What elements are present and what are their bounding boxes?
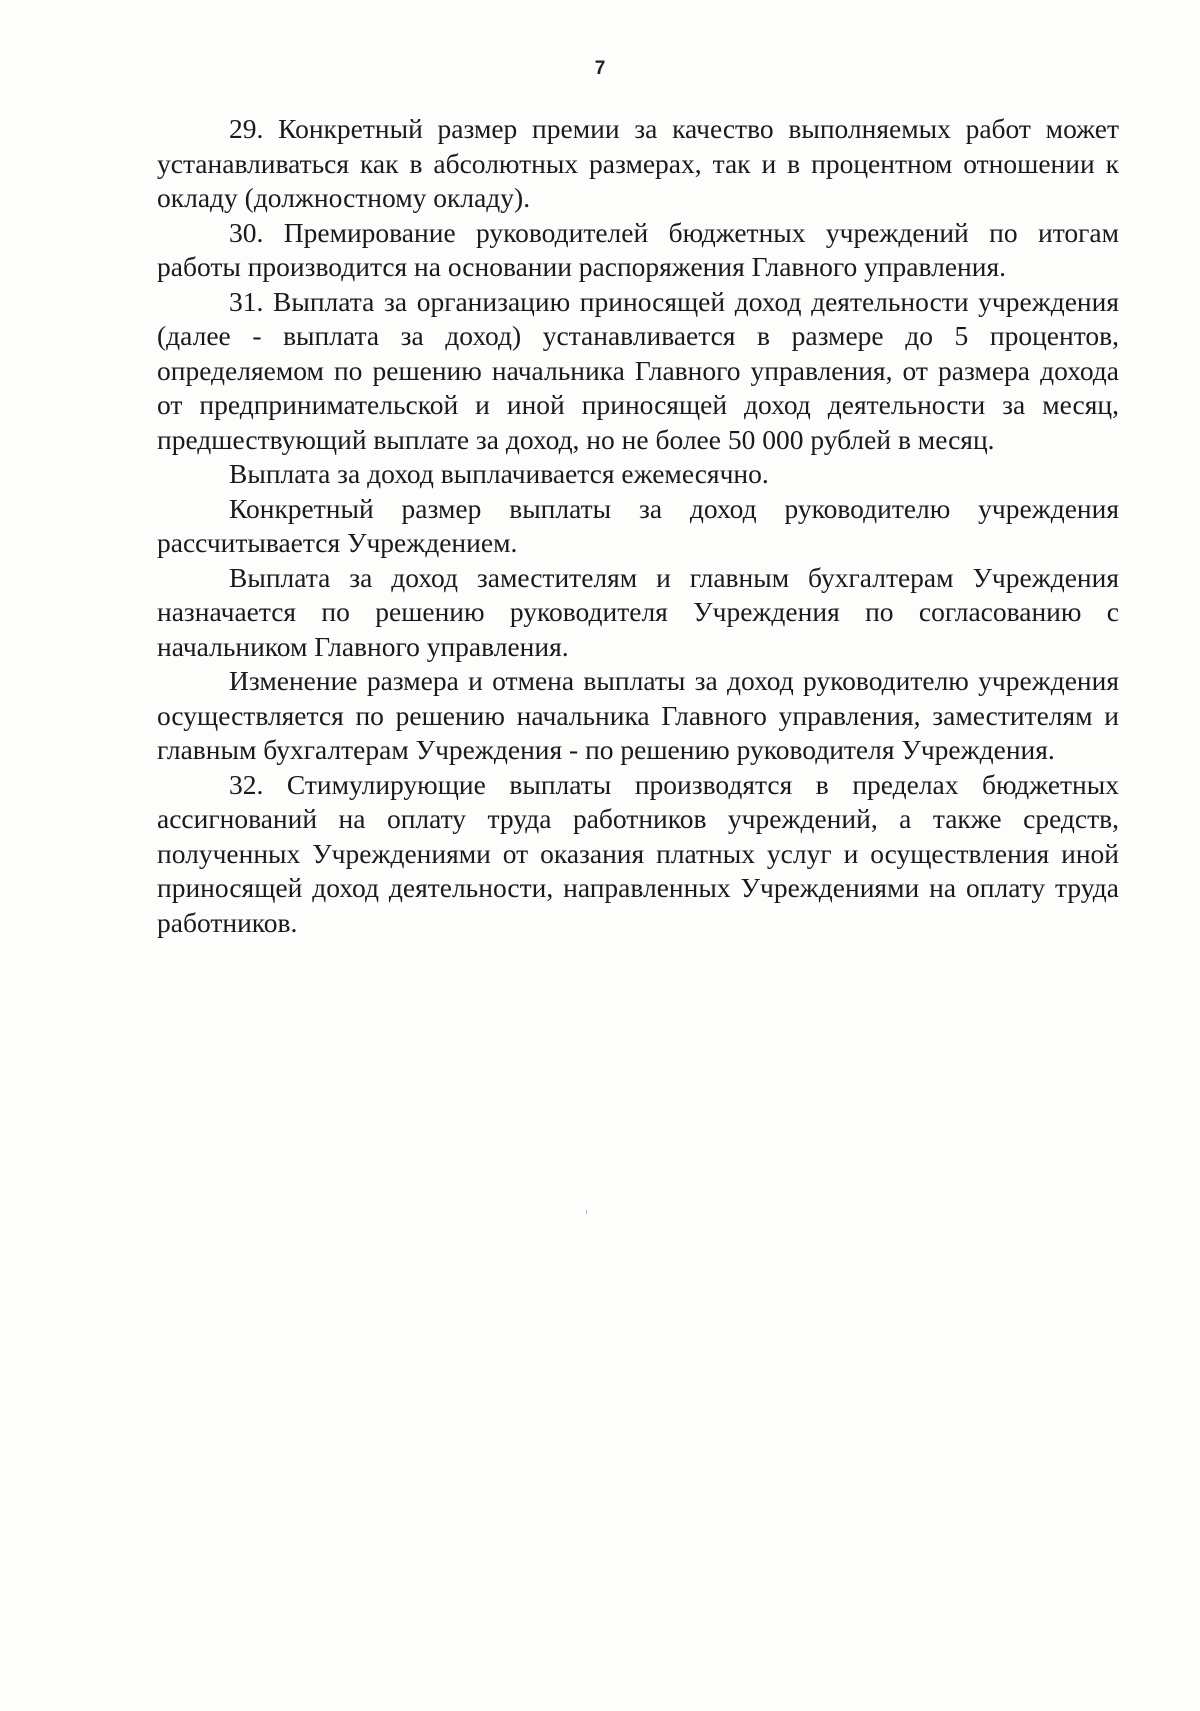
paragraph-31-deputies-payment: Выплата за доход заместителям и главным бухгалтерам Учреждения назначается по решению руководителя Учреждения по согласованию с начальником Главного управления.	[157, 561, 1119, 662]
paragraph-31: 31. Выплата за организацию приносящей доход деятельности учреждения (далее - выплата за доход) устанавливается в размере до 5 процентов, определяемом по решению начальника Главного управления, от размера дохода от предпринимательской и иной приносящей доход деятельности за месяц, предшествующий выплате за доход, но не более 50 000 рублей в месяц.	[157, 285, 1119, 455]
paragraph-29: 29. Конкретный размер премии за качество выполняемых работ может устанавливаться как в абсолютных размерах, так и в процентном отношении к окладу (должностному окладу).	[157, 113, 1119, 213]
paragraph-30: 30. Премирование руководителей бюджетных учреждений по итогам работы производится на основании распоряжения Главного управления.	[157, 216, 1119, 282]
paragraph-31-monthly-payment: Выплата за доход выплачивается ежемесячно.	[229, 458, 769, 489]
paragraph-32: 32. Стимулирующие выплаты производятся в пределах бюджетных ассигнований на оплату труда работников учреждений, а также средств, полученных Учреждениями от оказания платных услуг и осуществления иной приносящей доход деятельности, направленных Учреждениями на оплату труда работников.	[157, 768, 1119, 938]
document-body	[157, 112, 1119, 940]
paragraph-31-change-cancel: Изменение размера и отмена выплаты за доход руководителю учреждения осуществляется по решению начальника Главного управления, заместителям и главным бухгалтерам Учреждения - по решению руководителя Учреждения.	[157, 665, 1119, 765]
paragraph-31-amount-calculation: Конкретный размер выплаты за доход руководителю учреждения рассчитывается Учреждением.	[157, 492, 1119, 558]
scan-artifact	[586, 1210, 587, 1214]
page-number: 7	[594, 58, 606, 79]
